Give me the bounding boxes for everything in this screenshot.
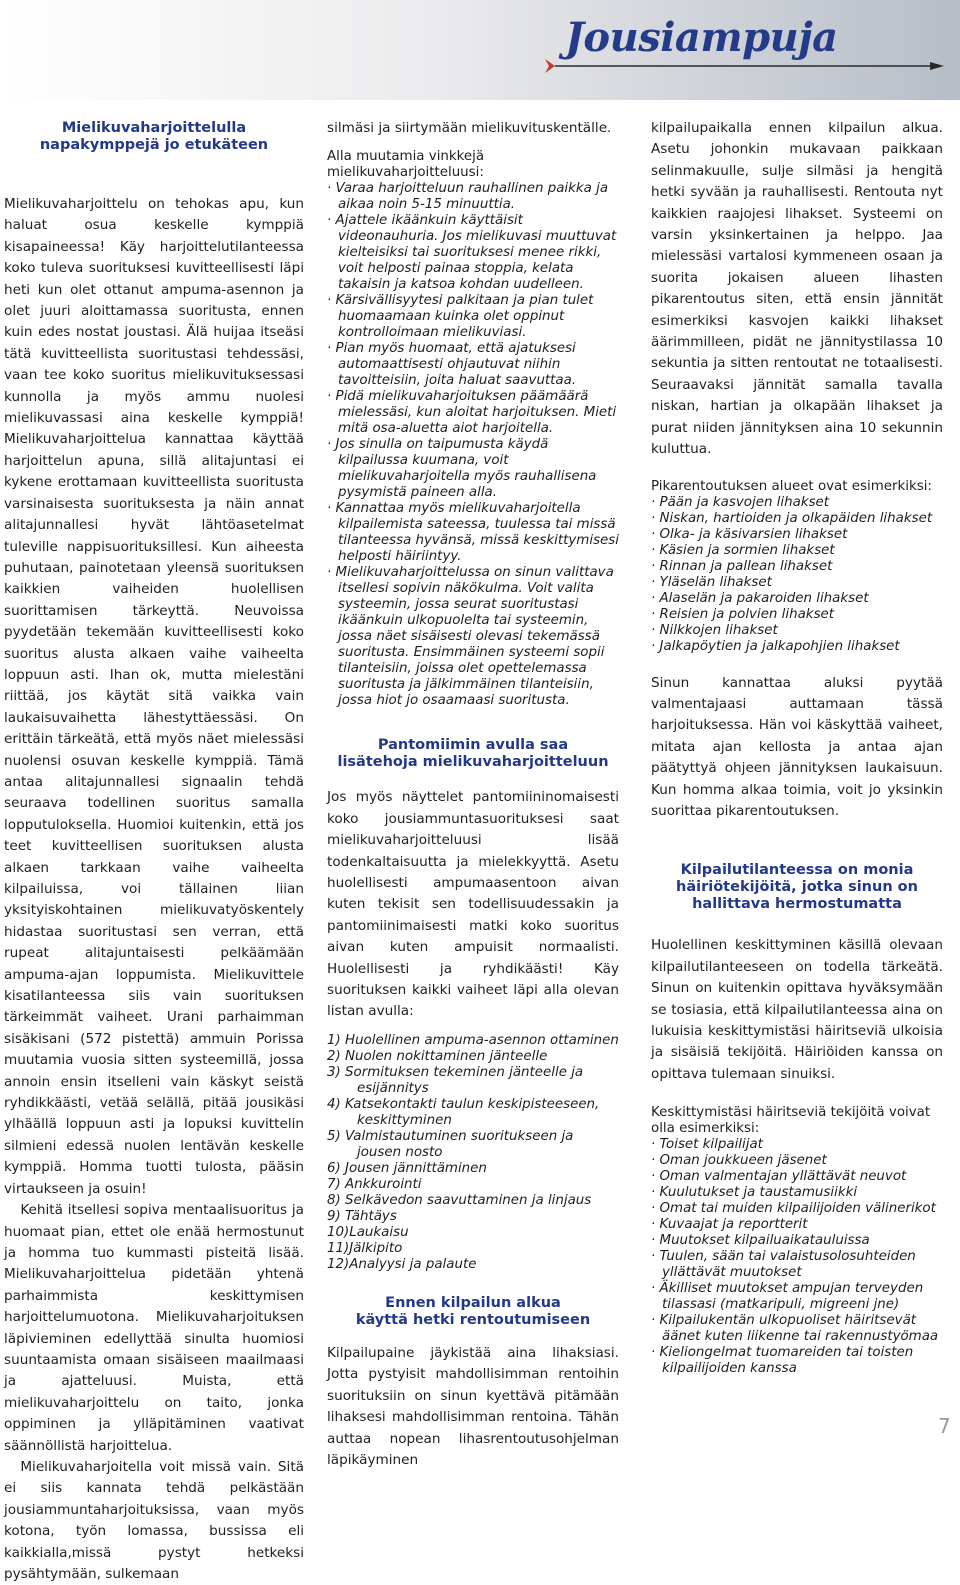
list-item: · Rinnan ja pallean lihakset (651, 558, 833, 574)
list-item: · Pään ja kasvojen lihakset (651, 494, 830, 510)
steps-list (327, 1033, 619, 1273)
heading-line: häiriötekijöitä, jotka sinun on (676, 879, 918, 896)
list-item: · Olka- ja käsivarsien lihakset (651, 526, 848, 542)
column-1 (4, 118, 304, 1585)
tips-list (327, 149, 619, 709)
list-lead: Keskittymistäsi häiritseviä tekijöitä voivat olla esimerkiksi: (651, 1105, 931, 1137)
areas-list (651, 479, 943, 655)
heading-line: Kilpailutilanteessa on monia (680, 862, 914, 879)
list-item: · Pian myös huomaat, että ajatuksesi automaattisesti ohjautuvat niihin tavoitteisiin, joita haluat saavuttaa. (327, 341, 577, 389)
heading-line: Mielikuvaharjoittelulla (61, 120, 247, 136)
body-paragraph: Kilpailupaine jäykistää aina lihaksiasi. Jotta pystyisit mahdollisimman rentoihin suorituksiin on sinun kyettävä pitämään lihaksesi mahdollisimman rentoina. Tähän auttaa nopean lihasrentoutusohjelman läpikäyminen (327, 1344, 619, 1468)
list-item: · Äkilliset muutokset ampujan terveyden tilassasi (matkaripuli, migreeni jne) (651, 1281, 924, 1313)
magazine-logo: Jousiampuja (565, 14, 838, 61)
list-item: 5) Valmistautuminen suoritukseen ja jousen nosto (327, 1128, 574, 1160)
list-item: · Yläselän lihakset (651, 574, 772, 590)
list-item: · Toiset kilpailijat (651, 1137, 763, 1153)
list-item: · Varaa harjoitteluun rauhallinen paikka ja aikaa noin 5-15 minuuttia. (327, 181, 609, 213)
list-item: · Niskan, hartioiden ja olkapäiden lihakset (651, 510, 933, 526)
heading-line: hallittava hermostumatta (692, 896, 902, 913)
page-number: 7 (938, 1414, 951, 1438)
list-item: 8) Selkävedon saavuttaminen ja linjaus (327, 1192, 592, 1208)
list-item: · Kuvaajat ja reportterit (651, 1217, 808, 1233)
list-item: · Jalkapöytien ja jalkapohjien lihakset (651, 638, 900, 654)
list-item: 10)Laukaisu (327, 1224, 409, 1240)
list-item: · Pidä mielikuvaharjoituksen päämäärä mielessäsi, kun aloitat harjoituksen. Mieti mitä osa-aluetta aiot harjoitella. (327, 389, 617, 437)
section-heading (651, 862, 943, 913)
heading-line: lisätehoja mielikuvaharjoitteluun (337, 754, 609, 771)
section-heading (327, 1295, 619, 1329)
list-item: · Jos sinulla on taipumusta käydä kilpailussa kuumana, voit mielikuvaharjoitella myös rauhallisena pysymistä paineen alla. (327, 437, 597, 501)
list-item: 4) Katsekontakti taulun keskipisteeseen, keskittyminen (327, 1096, 600, 1128)
list-item: · Kannattaa myös mielikuvaharjoitella kilpailemista sateessa, tuulessa tai missä tilanteessa hyvänsä, missä keskittymisesi helposti häiriintyy. (327, 501, 619, 565)
section-heading (327, 737, 619, 771)
column-2 (327, 118, 619, 1471)
list-item: · Oman joukkueen jäsenet (651, 1153, 827, 1169)
list-item: · Muutokset kilpailuaikatauluissa (651, 1233, 870, 1249)
list-lead: Alla muutamia vinkkejä mielikuvaharjoitteluusi: (327, 149, 485, 181)
list-item: 9) Tähtäys (327, 1208, 397, 1224)
heading-line: Ennen kilpailun alkua (385, 1294, 561, 1311)
list-item: · Käsien ja sormien lihakset (651, 542, 835, 558)
body-paragraph: Jos myös näyttelet pantomiininomaisesti koko jousiammuntasuorituksesi saat mielikuvaharjoitteluusi lisää todenkaltaisuutta ja mielekkyyttä. Asetu huolellisesti ampumaasentoon aivan kuten tekisit sen todellisuudessakin ja pantomiinimaisesti matki koko suoritus aivan kuten ampuisit normaalisti. Huolellisesti ja ryhdikäästi! Käy suorituksen kaikki vaiheet läpi alla olevan listan avulla: (327, 789, 619, 1020)
list-item: 2) Nuolen nokittaminen jänteelle (327, 1048, 548, 1064)
body-paragraph: silmäsi ja siirtymään mielikuvituskentälle. (327, 120, 612, 136)
list-item: · Kilpailukentän ulkopuoliset häiritsevät äänet kuten liikenne tai rakennustyömaa (651, 1313, 939, 1345)
column-3 (651, 118, 943, 1377)
body-paragraph: Mielikuvaharjoittelu on tehokas apu, kun haluat osua keskelle kymppiä kisapaineessa! Käy harjoittelutilanteessa koko tuleva suorituksesi kuvitteellisesti läpi heti kun olet ottanut ampuma-asennon ja olet juuri aloittamassa suoritusta, ennen kuin edes nostat joustasi. Älä huijaa itseäsi tätä kuvitteellista suoritustasi tehdessäsi, vaan tee koko suoritus mielikuvituksessasi kunnolla ja myös ammu nuolesi mielikuvassasi aina keskelle kymppiä! Mielikuvaharjoittelua kannattaa käyttää harjoittelun apuna, sillä alitajuntasi ei kykene erottamaan kuvitteellista suoritusta varsinaisesta suorituksesta ja näin annat alitajunnallesi hyvät lähtöasetelmat tuleville nappisuorituksillesi. Kun aiheesta puhutaan, painotetaan yleensä suorituksen kaikkien vaiheiden huolellisen suorittamisen tärkeyttä. Neuvoissa pyydetään tekemään kuvitteellisesti koko suoritus alusta alkaen vaihe vaiheelta loppuun asti. Ihan ok, mutta mielestäni riittää, jos käytät sitä vaikka vain laukaisuvaihetta lähestyttäessäsi. On erittäin tärkeätä, että myös näet mielessäsi nuolensi osuvan keskelle kymppiä. Tämä antaa alitajunnallesi signaalin tehdä seuraava todellinen suoritus samalla lopputuloksella. Huomioi kuitenkin, että jos teet kuvitteellisen suorituksen alusta alkaen tarkkaan vaihe vaiheelta kilpailuissa, voi tällainen liian yksityiskohtainen mielikuvatyöskentely hidastaa suoritustasi sen verran, että rupeat alitajuntaisesti pelkäämään ampuma-ajan loppumista. Mielikuvittele kisatilanteessa siis vain suorituksen tärkeimmät vaiheet. Urani parhaimman sisäkisani (572 pistettä) ammuin Porissa muutamia vuosia sitten systeemillä, jossa annoin ensin itselleni vain käskyt seistä ryhdikkäästi, vetää selällä, pitää jousikäsi ylhäällä loppuun asti ja lopuksi kuvittelin silmieni edessä nuolen lentävän keskelle kymppiä. Homma tuotti tulosta, pääsin virtaukseen ja osuin! (4, 196, 304, 1197)
list-item: · Kärsivällisyytesi palkitaan ja pian tulet huomaamaan kuinka olet oppinut kontrolloimaan mielikuviasi. (327, 293, 594, 341)
list-item: · Kieliongelmat tuomareiden tai toisten kilpailijoiden kanssa (651, 1345, 914, 1377)
list-item: 11)Jälkipito (327, 1240, 403, 1256)
list-item: · Omat tai muiden kilpailijoiden välinerikot (651, 1201, 936, 1217)
list-item: 3) Sormituksen tekeminen jänteelle ja esijännitys (327, 1064, 584, 1096)
list-item: · Oman valmentajan yllättävät neuvot (651, 1169, 907, 1185)
heading-line: napakymppejä jo etukäteen (39, 137, 269, 153)
list-item: 6) Jousen jännittäminen (327, 1160, 487, 1176)
list-item: · Tuulen, sään tai valaistusolosuhteiden yllättävät muutokset (651, 1249, 916, 1281)
article-heading (4, 120, 304, 154)
list-item: 12)Analyysi ja palaute (327, 1256, 477, 1272)
body-paragraph: Kehitä itsellesi sopiva mentaalisuoritus ja huomaat pian, ettet ole enää hermostunut ja homma tuo kummasti pisteitä lisää. Mielikuvaharjoittelua pidetään yhtenä parhaimmista keskittymisen harjoittelumuotona. Mielikuvaharjoituksen läpivieminen edellyttää sinulta huomiosi suuntaamista omaan sisäiseen maailmaasi ja ajatteluusi. Muista, että mielikuvaharjoittelu on taito, jonka oppiminen ja ylläpitäminen vaativat säännöllistä harjoittelua. (4, 1202, 304, 1454)
list-item: · Alaselän ja pakaroiden lihakset (651, 590, 869, 606)
list-item: 7) Ankkurointi (327, 1176, 422, 1192)
heading-line: käyttä hetki rentoutumiseen (355, 1311, 591, 1328)
distractions-list (651, 1105, 943, 1377)
list-item: 1) Huolellinen ampuma-asennon ottaminen (327, 1032, 619, 1048)
body-paragraph: kilpailupaikalla ennen kilpailun alkua. Asetu johonkin mukavaan paikkaan selinmakuulle, sulje silmäsi ja hengitä hetki syvään ja rauhallisesti. Rentouta nyt kaikkien raajojesi lihakset. Systeemi on varsin yksinkertainen ja helppo. Jaa mielessäsi vartalosi kymmeneen osaan ja suorita jokaisen alueen lihasten pikarentoutus siten, että ensin jännität esimerkiksi kasvojen kaikki lihakset äärimmilleen, pidät ne jännitystilassa 10 sekuntia ja sitten rentoutat ne totaalisesti. Seuraavaksi jännität samalla tavalla niskan, hartian ja olkapään lihakset ja purat niiden jännityksen aina 10 sekunnin kuluttua. (651, 120, 943, 458)
body-paragraph: Huolellinen keskittyminen käsillä olevaan kilpailutilanteeseen on todella tärkeätä. Sinun on kuitenkin opittava hyväksymään se tosiasia, että kilpailutilanteessa aina on lukuisia keskittymistäsi häiritseviä ulkoisia ja sisäisiä tekijöitä. Häiriöiden kanssa on opittava tulemaan sinuiksi. (651, 937, 943, 1082)
list-item: · Nilkkojen lihakset (651, 622, 778, 638)
list-item: · Mielikuvaharjoittelussa on sinun valittava itsellesi sopivin näkökulma. Voit valita systeemin, jossa seurat suoritustasi ikäänkuin ulkopuolelta tai systeemin, jossa näet sisäisesti olevasi tekemässä suoritusta. Ensimmäinen systeemi sopii tilanteisiin, joissa olet opettelemassa suoritusta ja jälkimmäinen tilanteisiin, jossa hiot jo osaamaasi suoritusta. (327, 565, 614, 709)
body-paragraph: Mielikuvaharjoitella voit missä vain. Sitä ei siis kannata tehdä pelkästään jousiammuntaharjoituksissa, vaan myös kotona, työn lomassa, bussissa eli kaikkialla,missä pystyt hetkeksi pysähtymään, sulkemaan (4, 1458, 304, 1582)
list-lead: Pikarentoutuksen alueet ovat esimerkiksi: (651, 478, 932, 494)
body-paragraph: Sinun kannattaa aluksi pyytää valmentajaasi auttamaan tässä harjoituksessa. Hän voi käskyttää vaiheet, mitata ajan kellosta ja antaa ajan päätyttyä ohjeen jännityksen laukaisuun. Kun homma alkaa toimia, voit jo yksinkin suorittaa pikarentoutuksen. (651, 674, 943, 819)
list-item: · Reisien ja polvien lihakset (651, 606, 835, 622)
list-item: · Kuulutukset ja taustamusiikki (651, 1185, 858, 1201)
heading-line: Pantomiimin avulla saa (377, 737, 569, 754)
list-item: · Ajattele ikäänkuin käyttäisit videonauhuria. Jos mielikuvasi muuttuvat kielteisiksi tai suorituksesi menee rikki, voit helposti painaa stoppia, kelata takaisin ja katsoa kohdan uudelleen. (327, 213, 617, 293)
